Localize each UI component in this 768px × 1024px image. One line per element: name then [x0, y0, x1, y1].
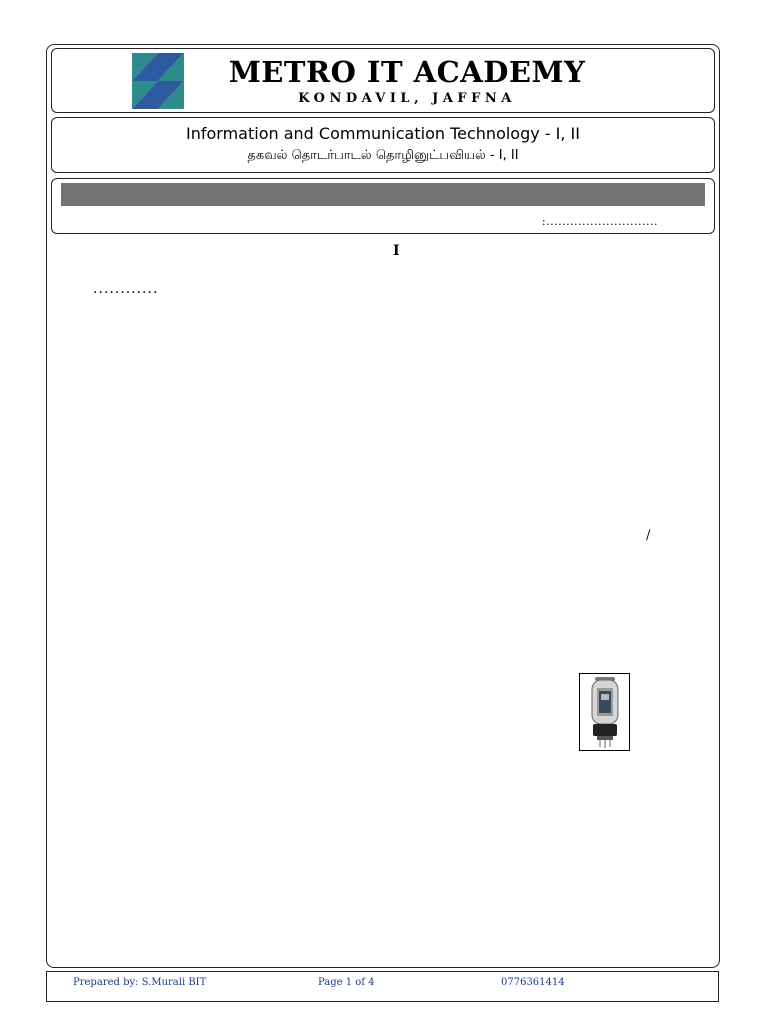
subject-title-tamil: தகவல் தொடர்பாடல் தொழினுட்பவியல் - I, II: [247, 148, 519, 163]
footer-phone: 0776361414: [501, 977, 565, 988]
slash-mark: /: [646, 528, 651, 543]
academy-name: METRO IT ACADEMY: [228, 55, 586, 89]
answer-dots: ............: [93, 281, 159, 297]
vacuum-tube-icon: [580, 674, 629, 750]
exam-info-box: [51, 178, 715, 234]
footer-page-number: Page 1 of 4: [318, 977, 375, 988]
footer: [46, 971, 719, 1002]
metro-logo-icon: [132, 53, 184, 109]
academy-location: KONDAVIL, JAFFNA: [298, 91, 516, 106]
subject-title-english: Information and Communication Technology - I, II: [186, 124, 580, 143]
header-box: [51, 48, 715, 113]
vacuum-tube-image: [579, 673, 630, 751]
exam-dots-line: :............................: [541, 215, 658, 228]
footer-author: Prepared by: S.Murali BIT: [73, 977, 207, 988]
part-label: I: [393, 243, 400, 259]
subject-box: [51, 117, 715, 173]
exam-title-bar: [61, 183, 705, 206]
